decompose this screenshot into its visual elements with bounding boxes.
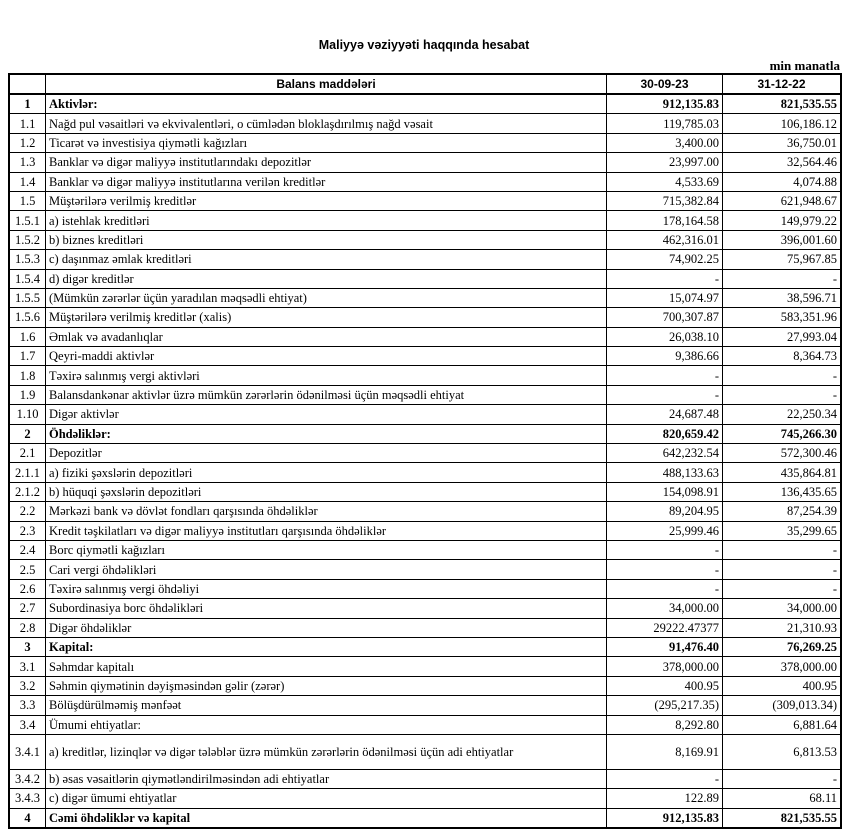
report-title: Maliyyə vəziyyəti haqqında hesabat: [318, 38, 530, 52]
row-number: 1.4: [9, 172, 46, 191]
row-label: Ümumi ehtiyatlar:: [46, 715, 607, 734]
row-label: Banklar və digər maliyyə institutlarına verilən kreditlər: [46, 172, 607, 191]
table-row: [9, 405, 841, 424]
row-value-31-12-22: 8,364.73: [723, 347, 842, 366]
table-row: [9, 521, 841, 540]
table-row: [9, 269, 841, 288]
row-value-31-12-22: 87,254.39: [723, 502, 842, 521]
row-value-31-12-22: 75,967.85: [723, 250, 842, 269]
row-value-31-12-22: 22,250.34: [723, 405, 842, 424]
row-label: Subordinasiya borc öhdəlikləri: [46, 599, 607, 618]
table-row: [9, 347, 841, 366]
row-label: Aktivlər:: [46, 94, 607, 114]
table-row: [9, 618, 841, 637]
row-value-30-09-23: -: [607, 269, 723, 288]
row-value-31-12-22: 572,300.46: [723, 444, 842, 463]
row-value-30-09-23: 912,135.83: [607, 94, 723, 114]
row-value-31-12-22: -: [723, 540, 842, 559]
row-number: 1.5.3: [9, 250, 46, 269]
row-value-30-09-23: 462,316.01: [607, 230, 723, 249]
row-value-30-09-23: 912,135.83: [607, 808, 723, 828]
row-label: c) digər ümumi ehtiyatlar: [46, 789, 607, 808]
header-num: [9, 74, 46, 94]
header-label: Balans maddələri: [46, 74, 607, 94]
table-row: [9, 308, 841, 327]
row-number: 2.5: [9, 560, 46, 579]
table-row: [9, 769, 841, 788]
row-number: 2.8: [9, 618, 46, 637]
row-value-31-12-22: 149,979.22: [723, 211, 842, 230]
row-value-30-09-23: 400.95: [607, 676, 723, 695]
table-row: [9, 696, 841, 715]
table-row: [9, 172, 841, 191]
table-row: [9, 385, 841, 404]
row-value-31-12-22: -: [723, 385, 842, 404]
row-label: Borc qiymətli kağızları: [46, 540, 607, 559]
row-value-31-12-22: 821,535.55: [723, 94, 842, 114]
row-label: Əmlak və avadanlıqlar: [46, 327, 607, 346]
row-number: 2.1: [9, 444, 46, 463]
row-number: 1.6: [9, 327, 46, 346]
table-row: [9, 463, 841, 482]
table-row: [9, 153, 841, 172]
row-label: Səhmin qiymətinin dəyişməsindən gəlir (zərər): [46, 676, 607, 695]
row-value-30-09-23: -: [607, 579, 723, 598]
row-number: 3.4.1: [9, 734, 46, 769]
table-row: [9, 676, 841, 695]
row-value-30-09-23: 8,169.91: [607, 734, 723, 769]
row-value-31-12-22: 621,948.67: [723, 191, 842, 210]
table-row: [9, 715, 841, 734]
row-value-30-09-23: 25,999.46: [607, 521, 723, 540]
row-label: Bölüşdürülməmiş mənfəət: [46, 696, 607, 715]
table-row: [9, 540, 841, 559]
row-label: b) biznes kreditləri: [46, 230, 607, 249]
row-value-30-09-23: 91,476.40: [607, 637, 723, 656]
row-label: Səhmdar kapitalı: [46, 657, 607, 676]
row-label: a) istehlak kreditləri: [46, 211, 607, 230]
row-value-31-12-22: 396,001.60: [723, 230, 842, 249]
row-number: 2.1.1: [9, 463, 46, 482]
row-value-30-09-23: 700,307.87: [607, 308, 723, 327]
row-value-31-12-22: -: [723, 269, 842, 288]
header-col2: 31-12-22: [723, 74, 842, 94]
table-row: [9, 424, 841, 443]
table-row: [9, 637, 841, 656]
row-value-30-09-23: 24,687.48: [607, 405, 723, 424]
row-value-31-12-22: -: [723, 560, 842, 579]
unit-label: min manatla: [769, 58, 840, 73]
row-number: 1.8: [9, 366, 46, 385]
row-label: Müştərilərə verilmiş kreditlər (xalis): [46, 308, 607, 327]
row-label: c) daşınmaz əmlak kreditləri: [46, 250, 607, 269]
row-value-31-12-22: 745,266.30: [723, 424, 842, 443]
row-label: a) fiziki şəxslərin depozitləri: [46, 463, 607, 482]
row-value-31-12-22: 38,596.71: [723, 288, 842, 307]
row-label: Təxirə salınmış vergi aktivləri: [46, 366, 607, 385]
row-label: Digər aktivlər: [46, 405, 607, 424]
table-row: [9, 114, 841, 133]
row-number: 1.5.4: [9, 269, 46, 288]
row-number: 1.7: [9, 347, 46, 366]
row-value-31-12-22: (309,013.34): [723, 696, 842, 715]
row-label: b) əsas vəsaitlərin qiymətləndirilməsindən adi ehtiyatlar: [46, 769, 607, 788]
row-value-30-09-23: 15,074.97: [607, 288, 723, 307]
row-value-30-09-23: 642,232.54: [607, 444, 723, 463]
table-row: [9, 94, 841, 114]
row-value-31-12-22: 27,993.04: [723, 327, 842, 346]
row-value-30-09-23: -: [607, 560, 723, 579]
table-row: [9, 599, 841, 618]
row-number: 1.5.5: [9, 288, 46, 307]
row-label: (Mümkün zərərlər üçün yaradılan məqsədli ehtiyat): [46, 288, 607, 307]
row-value-31-12-22: 21,310.93: [723, 618, 842, 637]
table-row: [9, 808, 841, 828]
row-label: Balansdankənar aktivlər üzrə mümkün zərərlərin ödənilməsi üçün məqsədli ehtiyat: [46, 385, 607, 404]
row-value-30-09-23: -: [607, 540, 723, 559]
table-row: [9, 560, 841, 579]
row-value-31-12-22: -: [723, 366, 842, 385]
row-value-30-09-23: -: [607, 366, 723, 385]
row-value-30-09-23: 8,292.80: [607, 715, 723, 734]
row-value-30-09-23: -: [607, 769, 723, 788]
row-number: 1.5.6: [9, 308, 46, 327]
header-col1: 30-09-23: [607, 74, 723, 94]
row-label: Mərkəzi bank və dövlət fondları qarşısında öhdəliklər: [46, 502, 607, 521]
row-value-30-09-23: 4,533.69: [607, 172, 723, 191]
row-number: 1.1: [9, 114, 46, 133]
row-label: Kredit təşkilatları və digər maliyyə institutları qarşısında öhdəliklər: [46, 521, 607, 540]
row-value-30-09-23: 29222.47377: [607, 618, 723, 637]
row-value-31-12-22: 435,864.81: [723, 463, 842, 482]
row-label: Kapital:: [46, 637, 607, 656]
row-value-30-09-23: 89,204.95: [607, 502, 723, 521]
row-value-31-12-22: 68.11: [723, 789, 842, 808]
row-label: d) digər kreditlər: [46, 269, 607, 288]
row-label: Digər öhdəliklər: [46, 618, 607, 637]
row-number: 1.10: [9, 405, 46, 424]
row-value-31-12-22: 821,535.55: [723, 808, 842, 828]
row-number: 2.2: [9, 502, 46, 521]
row-number: 1.3: [9, 153, 46, 172]
row-number: 2.1.2: [9, 482, 46, 501]
row-value-30-09-23: 715,382.84: [607, 191, 723, 210]
table-row: [9, 288, 841, 307]
row-value-31-12-22: 6,881.64: [723, 715, 842, 734]
row-label: Banklar və digər maliyyə institutlarındakı depozitlər: [46, 153, 607, 172]
row-value-31-12-22: 32,564.46: [723, 153, 842, 172]
row-number: 1.5.1: [9, 211, 46, 230]
row-label: Cəmi öhdəliklər və kapital: [46, 808, 607, 828]
row-number: 2.4: [9, 540, 46, 559]
row-value-30-09-23: (295,217.35): [607, 696, 723, 715]
row-value-31-12-22: 583,351.96: [723, 308, 842, 327]
row-number: 1.9: [9, 385, 46, 404]
row-number: 3.1: [9, 657, 46, 676]
table-row: [9, 366, 841, 385]
row-value-31-12-22: 4,074.88: [723, 172, 842, 191]
table-row: [9, 230, 841, 249]
row-label: Öhdəliklər:: [46, 424, 607, 443]
row-value-31-12-22: 76,269.25: [723, 637, 842, 656]
row-number: 2.6: [9, 579, 46, 598]
table-row: [9, 444, 841, 463]
balance-sheet-table: [8, 73, 842, 829]
row-value-31-12-22: 34,000.00: [723, 599, 842, 618]
row-value-31-12-22: 6,813.53: [723, 734, 842, 769]
table-row: [9, 133, 841, 152]
row-label: Müştərilərə verilmiş kreditlər: [46, 191, 607, 210]
row-value-30-09-23: 34,000.00: [607, 599, 723, 618]
row-number: 1.5: [9, 191, 46, 210]
row-value-31-12-22: 106,186.12: [723, 114, 842, 133]
row-number: 4: [9, 808, 46, 828]
row-value-30-09-23: 23,997.00: [607, 153, 723, 172]
row-value-31-12-22: 36,750.01: [723, 133, 842, 152]
table-row: [9, 657, 841, 676]
row-value-30-09-23: 178,164.58: [607, 211, 723, 230]
row-value-30-09-23: 26,038.10: [607, 327, 723, 346]
row-value-30-09-23: -: [607, 385, 723, 404]
table-row: [9, 502, 841, 521]
row-value-30-09-23: 74,902.25: [607, 250, 723, 269]
row-value-31-12-22: 400.95: [723, 676, 842, 695]
row-number: 3.4.3: [9, 789, 46, 808]
row-number: 3.2: [9, 676, 46, 695]
table-row: [9, 482, 841, 501]
row-value-31-12-22: -: [723, 769, 842, 788]
row-number: 3.4.2: [9, 769, 46, 788]
row-value-30-09-23: 3,400.00: [607, 133, 723, 152]
row-value-30-09-23: 119,785.03: [607, 114, 723, 133]
row-number: 2.3: [9, 521, 46, 540]
row-value-30-09-23: 154,098.91: [607, 482, 723, 501]
table-row: [9, 734, 841, 769]
row-value-30-09-23: 488,133.63: [607, 463, 723, 482]
table-row: [9, 191, 841, 210]
table-row: [9, 211, 841, 230]
table-row: [9, 327, 841, 346]
row-number: 1: [9, 94, 46, 114]
row-number: 3: [9, 637, 46, 656]
row-value-30-09-23: 9,386.66: [607, 347, 723, 366]
row-number: 1.5.2: [9, 230, 46, 249]
row-number: 2: [9, 424, 46, 443]
header-row: [9, 74, 841, 94]
row-value-31-12-22: 35,299.65: [723, 521, 842, 540]
row-label: Depozitlər: [46, 444, 607, 463]
row-value-31-12-22: -: [723, 579, 842, 598]
row-label: Ticarət və investisiya qiymətli kağızları: [46, 133, 607, 152]
row-value-30-09-23: 122.89: [607, 789, 723, 808]
row-label: a) kreditlər, lizinqlər və digər tələblər üzrə mümkün zərərlərin ödənilməsi üçün adi ehtiyatlar: [46, 734, 607, 769]
row-number: 2.7: [9, 599, 46, 618]
row-number: 3.3: [9, 696, 46, 715]
row-label: Qeyri-maddi aktivlər: [46, 347, 607, 366]
row-label: Cari vergi öhdəlikləri: [46, 560, 607, 579]
row-value-30-09-23: 820,659.42: [607, 424, 723, 443]
table-row: [9, 579, 841, 598]
row-number: 1.2: [9, 133, 46, 152]
row-label: Nağd pul vəsaitləri və ekvivalentləri, o cümlədən bloklaşdırılmış nağd vəsait: [46, 114, 607, 133]
table-row: [9, 250, 841, 269]
table-row: [9, 789, 841, 808]
row-label: b) hüquqi şəxslərin depozitləri: [46, 482, 607, 501]
row-value-31-12-22: 378,000.00: [723, 657, 842, 676]
row-number: 3.4: [9, 715, 46, 734]
row-value-30-09-23: 378,000.00: [607, 657, 723, 676]
row-value-31-12-22: 136,435.65: [723, 482, 842, 501]
row-label: Təxirə salınmış vergi öhdəliyi: [46, 579, 607, 598]
